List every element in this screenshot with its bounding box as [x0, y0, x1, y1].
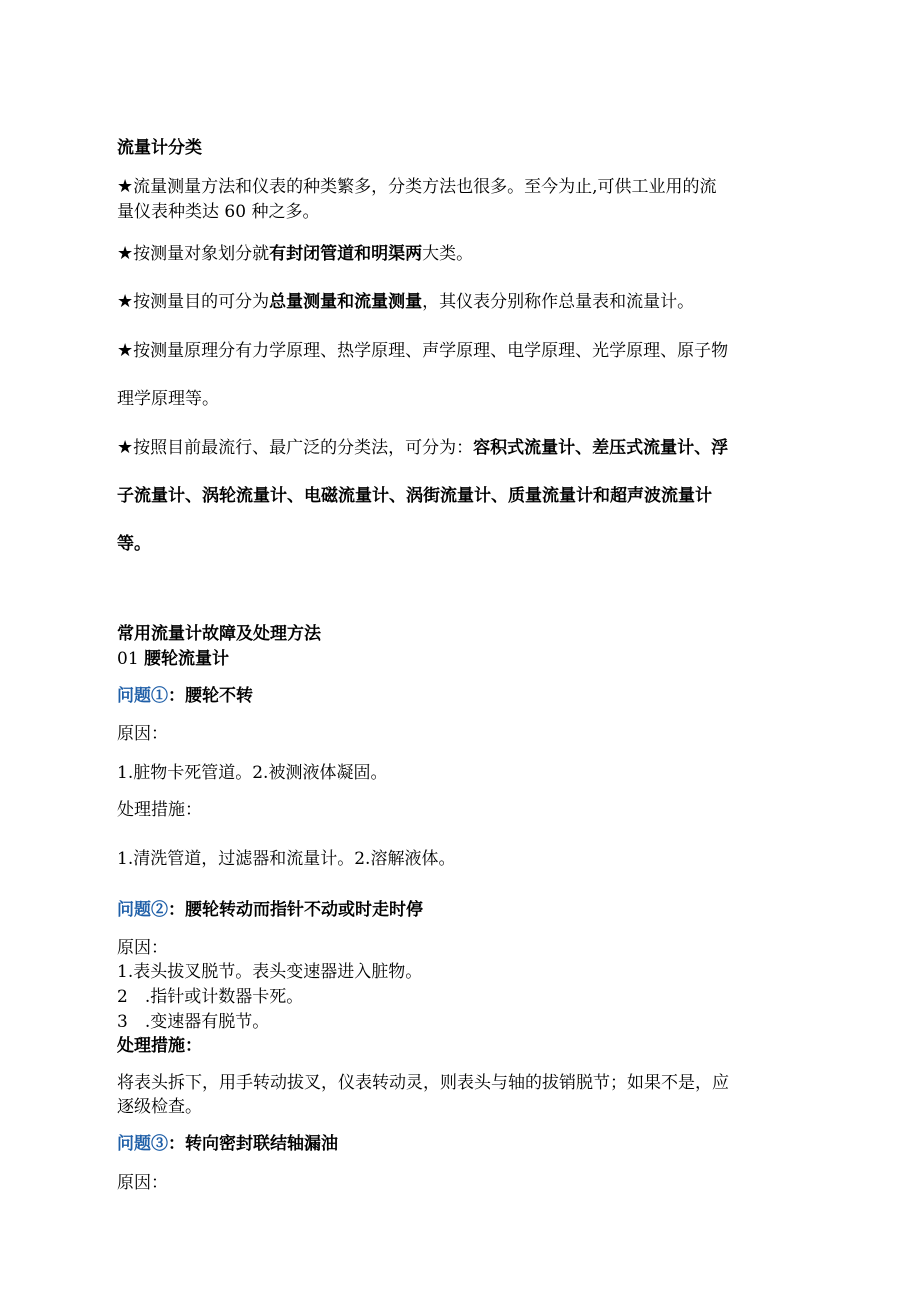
question-1-title [117, 685, 253, 707]
question-1-cause-label: 原因： [117, 724, 168, 744]
subheading-text: 腰轮流量计 [144, 649, 230, 669]
question-2-cause-3: 3 .变速器有脱节。 [117, 1012, 270, 1032]
paragraph-1-line-2: 量仪表种类达 60 种之多。 [117, 202, 320, 222]
section-heading-classification: 流量计分类 [117, 138, 202, 158]
paragraph-5-line-2: 子流量计、涡轮流量计、电磁流量计、涡街流量计、质量流量计和超声波流量计 [117, 486, 712, 506]
star-icon: ★ [117, 176, 134, 197]
question-3-title [117, 1133, 338, 1155]
emphasis-text: 容积式流量计、差压式流量计、浮 [473, 438, 729, 458]
question-2-cause-label: 原因： [117, 938, 168, 958]
question-2-measure-line-1: 将表头拆下，用手转动拔叉，仪表转动灵，则表头与轴的拔销脱节；如果不是，应 [117, 1073, 729, 1093]
paragraph-1-line-1 [117, 176, 717, 198]
paragraph-4-line-1 [117, 340, 728, 362]
question-text: 腰轮不转 [185, 686, 253, 706]
question-1-cause: 1.脏物卡死管道。2.被测液体凝固。 [117, 763, 388, 783]
question-colon: ： [168, 686, 185, 706]
question-label: 问题① [117, 686, 168, 706]
question-text: 腰轮转动而指针不动或时走时停 [185, 900, 423, 920]
paragraph-text: 流量测量方法和仪表的种类繁多，分类方法也很多。至今为止,可供工业用的流 [133, 177, 717, 197]
section-heading-faults: 常用流量计故障及处理方法 [117, 624, 321, 644]
star-icon: ★ [117, 340, 134, 361]
emphasis-text: 有封闭管道和明渠两 [269, 244, 423, 264]
paragraph-text: 按照目前最流行、最广泛的分类法，可分为： [133, 438, 474, 458]
question-1-measure-label: 处理措施： [117, 800, 202, 820]
star-icon: ★ [117, 243, 134, 264]
paragraph-text: 按测量目的可分为 [133, 292, 270, 312]
paragraph-text: 按测量原理分有力学原理、热学原理、声学原理、电学原理、光学原理、原子物 [133, 341, 729, 361]
paragraph-text: 大类。 [422, 244, 474, 264]
question-2-cause-1: 1.表头拔叉脱节。表头变速器进入脏物。 [117, 962, 423, 982]
subheading-number: 01 [117, 649, 145, 669]
paragraph-5-line-3: 等。 [117, 534, 151, 554]
question-text: 转向密封联结轴漏油 [185, 1134, 338, 1154]
question-label: 问题② [117, 900, 168, 920]
question-2-measure-line-2: 逐级检查。 [117, 1097, 202, 1117]
paragraph-text: 按测量对象划分就 [133, 244, 270, 264]
question-1-measure: 1.清洗管道，过滤器和流量计。2.溶解液体。 [117, 849, 456, 869]
paragraph-text: ，其仪表分别称作总量表和流量计。 [422, 292, 695, 312]
paragraph-4-line-2: 理学原理等。 [117, 389, 219, 409]
question-2-title [117, 899, 423, 921]
star-icon: ★ [117, 291, 134, 312]
paragraph-5-line-1 [117, 437, 728, 459]
question-2-measure-label: 处理措施： [117, 1036, 202, 1056]
question-label: 问题③ [117, 1134, 168, 1154]
question-colon: ： [168, 1134, 185, 1154]
question-colon: ： [168, 900, 185, 920]
paragraph-3 [117, 291, 694, 313]
subheading-roots-meter [117, 648, 229, 670]
paragraph-2 [117, 243, 473, 265]
question-3-cause-label: 原因： [117, 1173, 168, 1193]
emphasis-text: 总量测量和流量测量 [269, 292, 423, 312]
star-icon: ★ [117, 437, 134, 458]
question-2-cause-2: 2 .指针或计数器卡死。 [117, 987, 304, 1007]
